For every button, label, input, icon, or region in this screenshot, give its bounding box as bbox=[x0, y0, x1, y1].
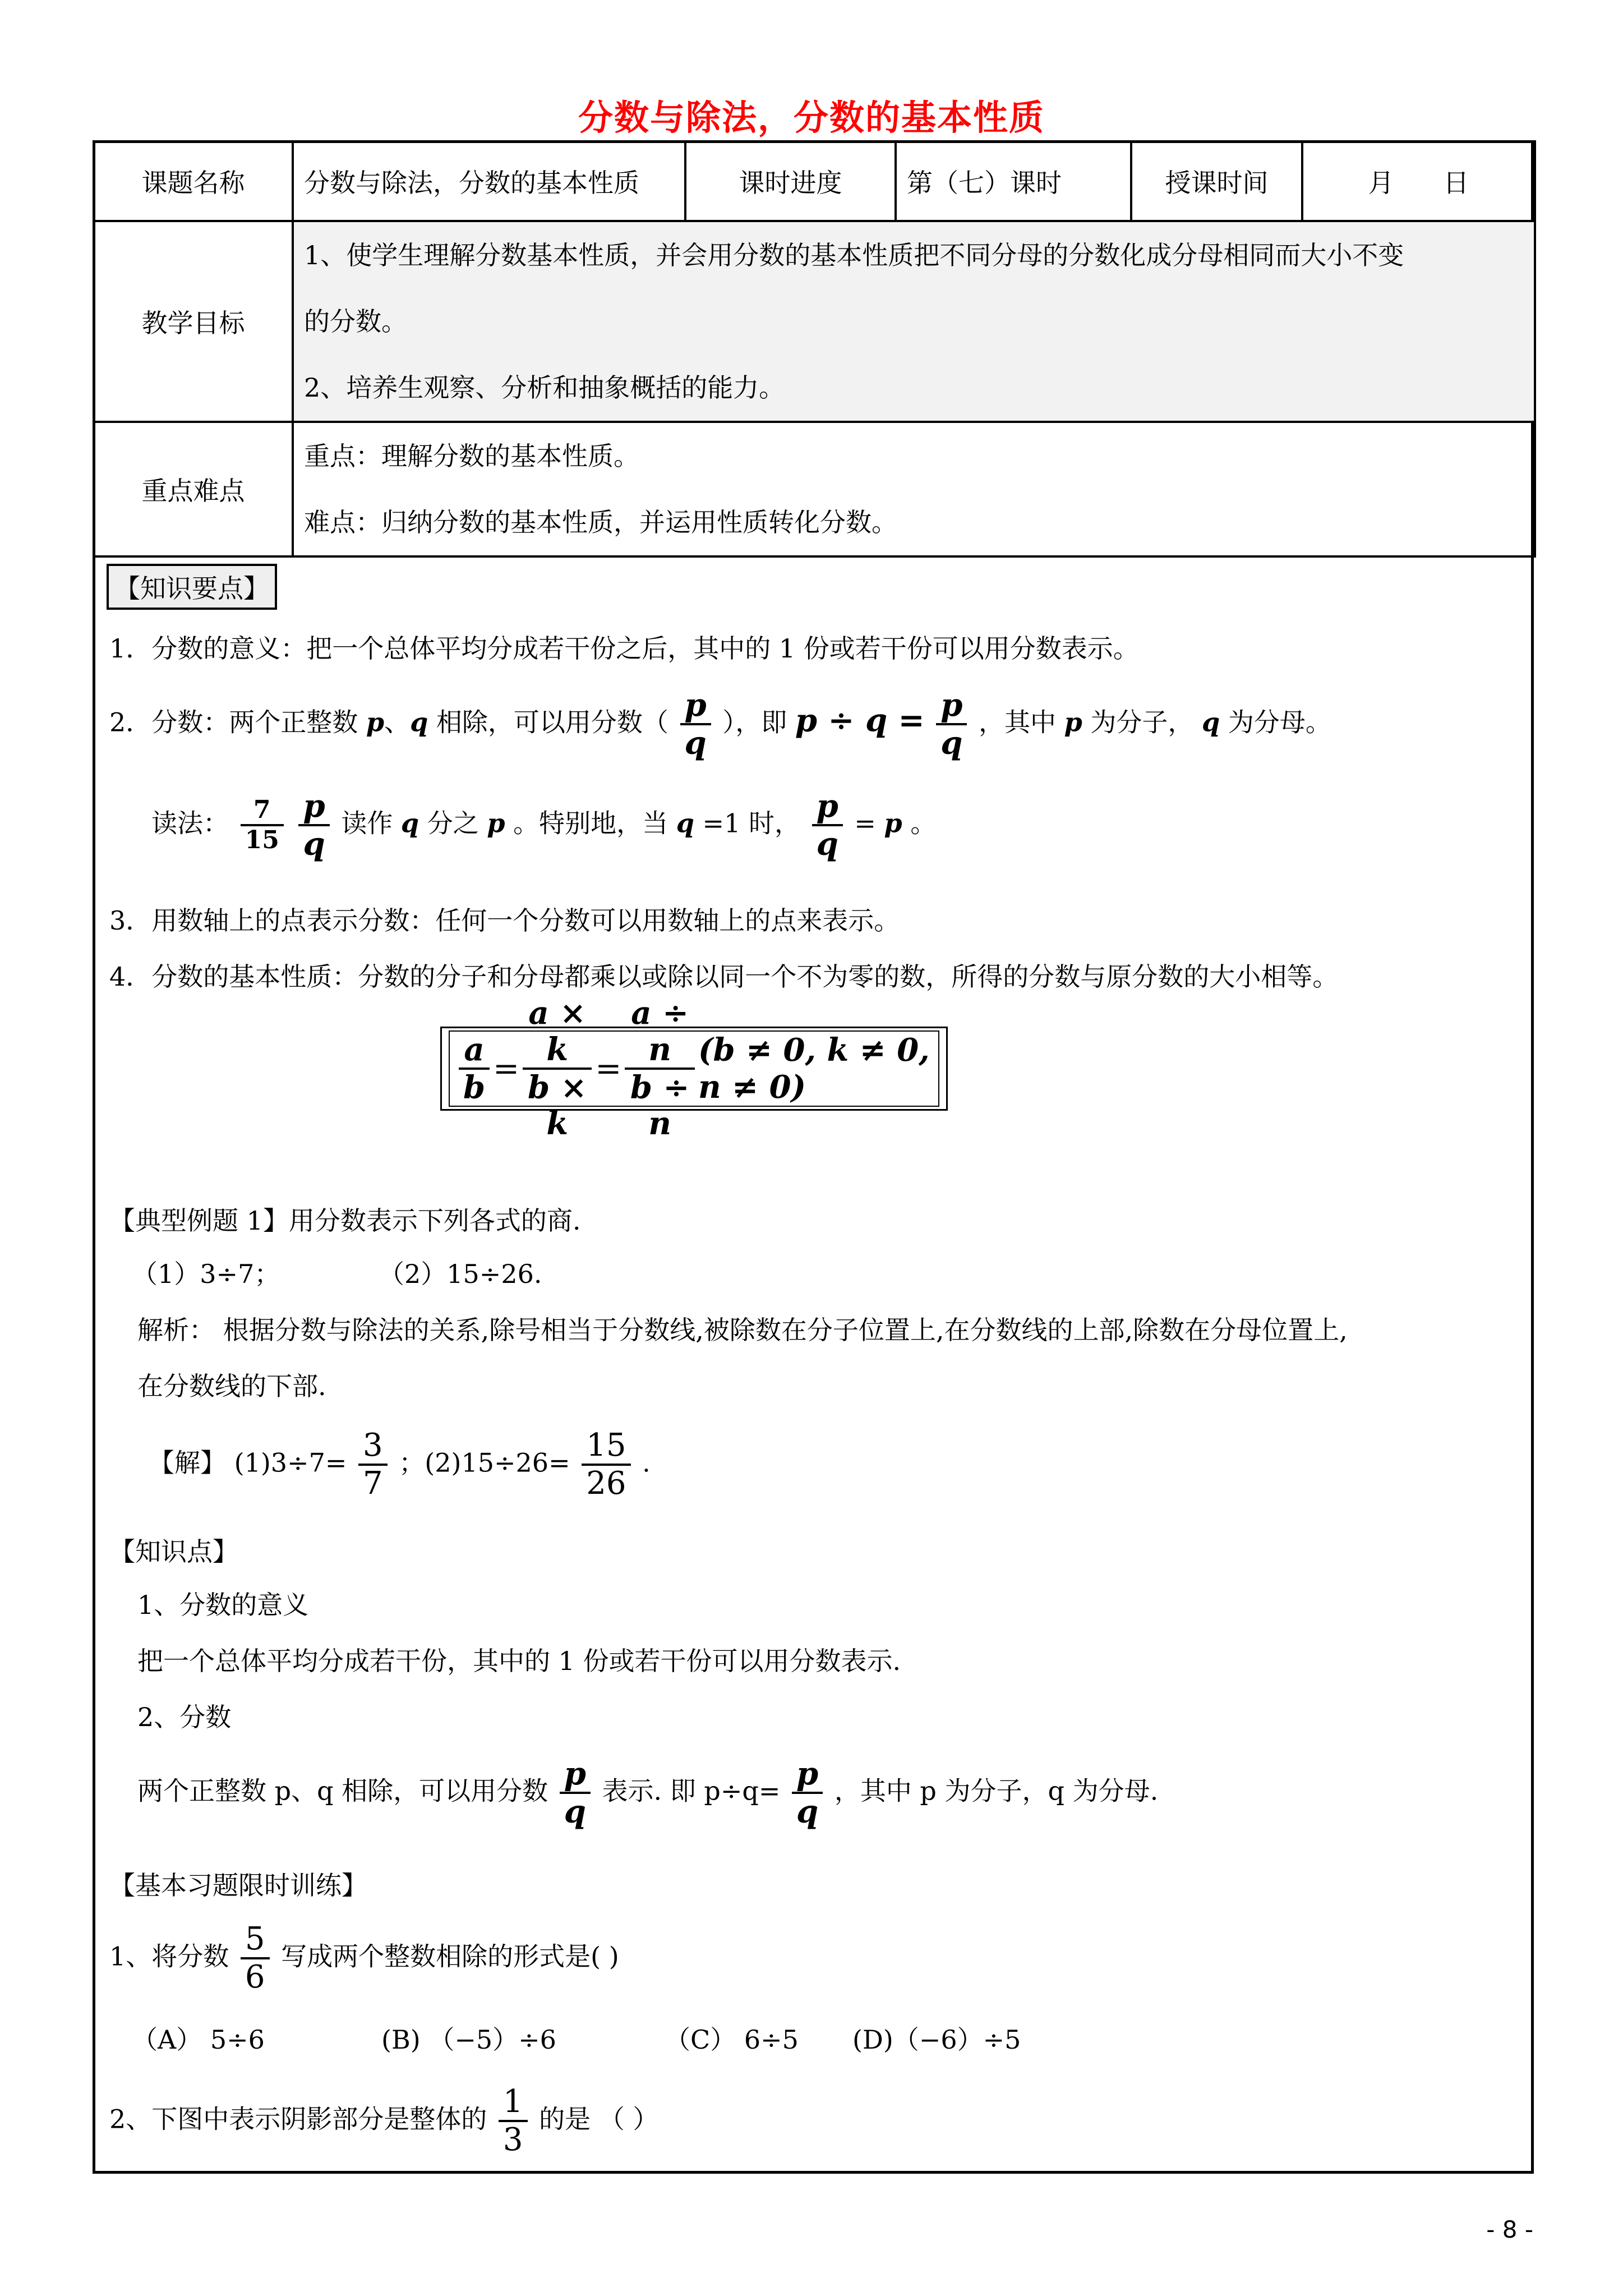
knowledge-item-2: 2．分数：两个正整数 p、q 相除，可以用分数（ $\frac{p}{q}$ ），即 p ÷ q = $\frac{p}{q}$ ，其中 p 为分子， q 为分母。 bbox=[109, 687, 1331, 762]
example-analysis-1: 解析： 根据分数与除法的关系,除号相当于分数线,被除数在分子位置上,在分数线的上部,除数在分母位置上, bbox=[137, 1315, 1348, 1345]
knowledge-item-3: 3．用数轴上的点表示分数：任何一个分数可以用数轴上的点来表示。 bbox=[109, 905, 900, 936]
fraction-p-over-q: $\frac{p}{q}$ bbox=[680, 687, 711, 762]
reading-rule: 读法： $\frac{7}{15}$ $\frac{p}{q}$ 读作 q 分之 p 。特别地，当 q =1 时， $\frac{p}{q}$ = p 。 bbox=[151, 788, 937, 863]
exercise-q1-option-d[interactable]: (D)（−6）÷5 bbox=[852, 2024, 1021, 2055]
topic-name-label: 课题名称 bbox=[94, 141, 293, 221]
exercise-q1-option-c[interactable]: （C） 6÷5 bbox=[665, 2024, 799, 2055]
key-points-label: 重点难点 bbox=[94, 422, 293, 556]
exercise-q1: 1、将分数 $\frac{5}{6}$ 写成两个整数相除的形式是( ) bbox=[109, 1921, 619, 1996]
fraction-div-n: $\frac{a \div n}{b \div n}$ bbox=[625, 995, 695, 1142]
fraction-1-3: $\frac{1}{3}$ bbox=[499, 2084, 528, 2159]
goal-line-2: 的分数。 bbox=[304, 306, 407, 337]
knowledge-item-1: 1．分数的意义：把一个总体平均分成若干份之后，其中的 1 份或若干份可以用分数表示。 bbox=[109, 633, 1139, 664]
fraction-3-7: $\frac{3}{7}$ bbox=[358, 1428, 388, 1502]
points-s2-text: 两个正整数 p、q 相除，可以用分数 $\frac{p}{q}$ 表示. 即 p÷q= $\frac{p}{q}$ ，其中 p 为分子，q 为分母. bbox=[137, 1755, 1159, 1831]
key-line-1: 重点：理解分数的基本性质。 bbox=[304, 441, 639, 471]
knowledge-item-4: 4．分数的基本性质：分数的分子和分母都乘以或除以同一个不为零的数，所得的分数与原分数的大小相等。 bbox=[109, 961, 1339, 992]
basic-property-formula: $\frac{a}{b}$ = $\frac{a \times k}{b \times k}$ = $\frac{a \div n}{b \div n}$ (b ≠ 0, k ≠ 0, n ≠ 0) bbox=[440, 1027, 948, 1111]
fraction-15-26: $\frac{15}{26}$ bbox=[582, 1428, 630, 1502]
points-tag: 【知识点】 bbox=[109, 1536, 238, 1567]
day-label: 日 bbox=[1443, 168, 1469, 198]
page-number: - 8 - bbox=[1486, 2216, 1533, 2243]
key-points-content bbox=[293, 422, 1535, 556]
fraction-7-15: $\frac{7}{15}$ bbox=[241, 796, 284, 855]
teaching-time-value bbox=[1302, 141, 1535, 221]
fraction-p-over-q-2: $\frac{p}{q}$ bbox=[936, 687, 967, 762]
goal-line-3: 2、培养生观察、分析和抽象概括的能力。 bbox=[304, 372, 785, 403]
month-label: 月 bbox=[1368, 168, 1394, 198]
points-s1: 1、分数的意义 bbox=[137, 1590, 309, 1620]
progress-value: 第（七）课时 bbox=[896, 141, 1131, 221]
points-s1-text: 把一个总体平均分成若干份，其中的 1 份或若干份可以用分数表示. bbox=[137, 1646, 901, 1676]
exercise-tag: 【基本习题限时训练】 bbox=[109, 1870, 367, 1901]
example-q2: （2）15÷26. bbox=[379, 1259, 542, 1289]
knowledge-tag: 【知识要点】 bbox=[107, 564, 277, 610]
teaching-goal-label: 教学目标 bbox=[94, 221, 293, 422]
formula-condition: (b ≠ 0, k ≠ 0, n ≠ 0) bbox=[698, 1032, 930, 1106]
example-solution: 【解】 (1)3÷7= $\frac{3}{7}$ ；(2)15÷26= $\frac{15}{26}$ . bbox=[149, 1427, 651, 1502]
fraction-p-over-q-4: $\frac{p}{q}$ bbox=[812, 788, 843, 863]
teaching-goal-content bbox=[293, 221, 1535, 422]
teaching-time-label: 授课时间 bbox=[1131, 141, 1302, 221]
fraction-a-b: $\frac{a}{b}$ bbox=[459, 1032, 490, 1106]
fraction-5-6: $\frac{5}{6}$ bbox=[241, 1921, 270, 1996]
points-s2: 2、分数 bbox=[137, 1702, 232, 1732]
exercise-q1-option-a[interactable]: （A） 5÷6 bbox=[132, 2024, 265, 2055]
fraction-p-over-q-3: $\frac{p}{q}$ bbox=[298, 788, 329, 863]
example-heading: 【典型例题 1】用分数表示下列各式的商. bbox=[109, 1205, 581, 1236]
exercise-q1-option-b[interactable]: (B) （−5）÷6 bbox=[381, 2024, 556, 2055]
key-line-2: 难点：归纳分数的基本性质，并运用性质转化分数。 bbox=[304, 507, 897, 537]
progress-label: 课时进度 bbox=[685, 141, 896, 221]
example-q1: （1）3÷7； bbox=[132, 1259, 280, 1289]
example-analysis-2: 在分数线的下部. bbox=[137, 1371, 326, 1401]
fraction-p-over-q-5: $\frac{p}{q}$ bbox=[560, 1756, 591, 1830]
exercise-q2: 2、下图中表示阴影部分是整体的 $\frac{1}{3}$ 的是 （ ） bbox=[109, 2083, 659, 2159]
lesson-header-table bbox=[93, 140, 1536, 558]
goal-line-1: 1、使学生理解分数基本性质，并会用分数的基本性质把不同分母的分数化成分母相同而大小不变 bbox=[304, 240, 1404, 270]
topic-name-value: 分数与除法，分数的基本性质 bbox=[293, 141, 685, 221]
fraction-p-over-q-6: $\frac{p}{q}$ bbox=[792, 1756, 823, 1830]
page-title: 分数与除法，分数的基本性质 bbox=[578, 97, 1045, 138]
fraction-mul-k: $\frac{a \times k}{b \times k}$ bbox=[523, 995, 592, 1142]
